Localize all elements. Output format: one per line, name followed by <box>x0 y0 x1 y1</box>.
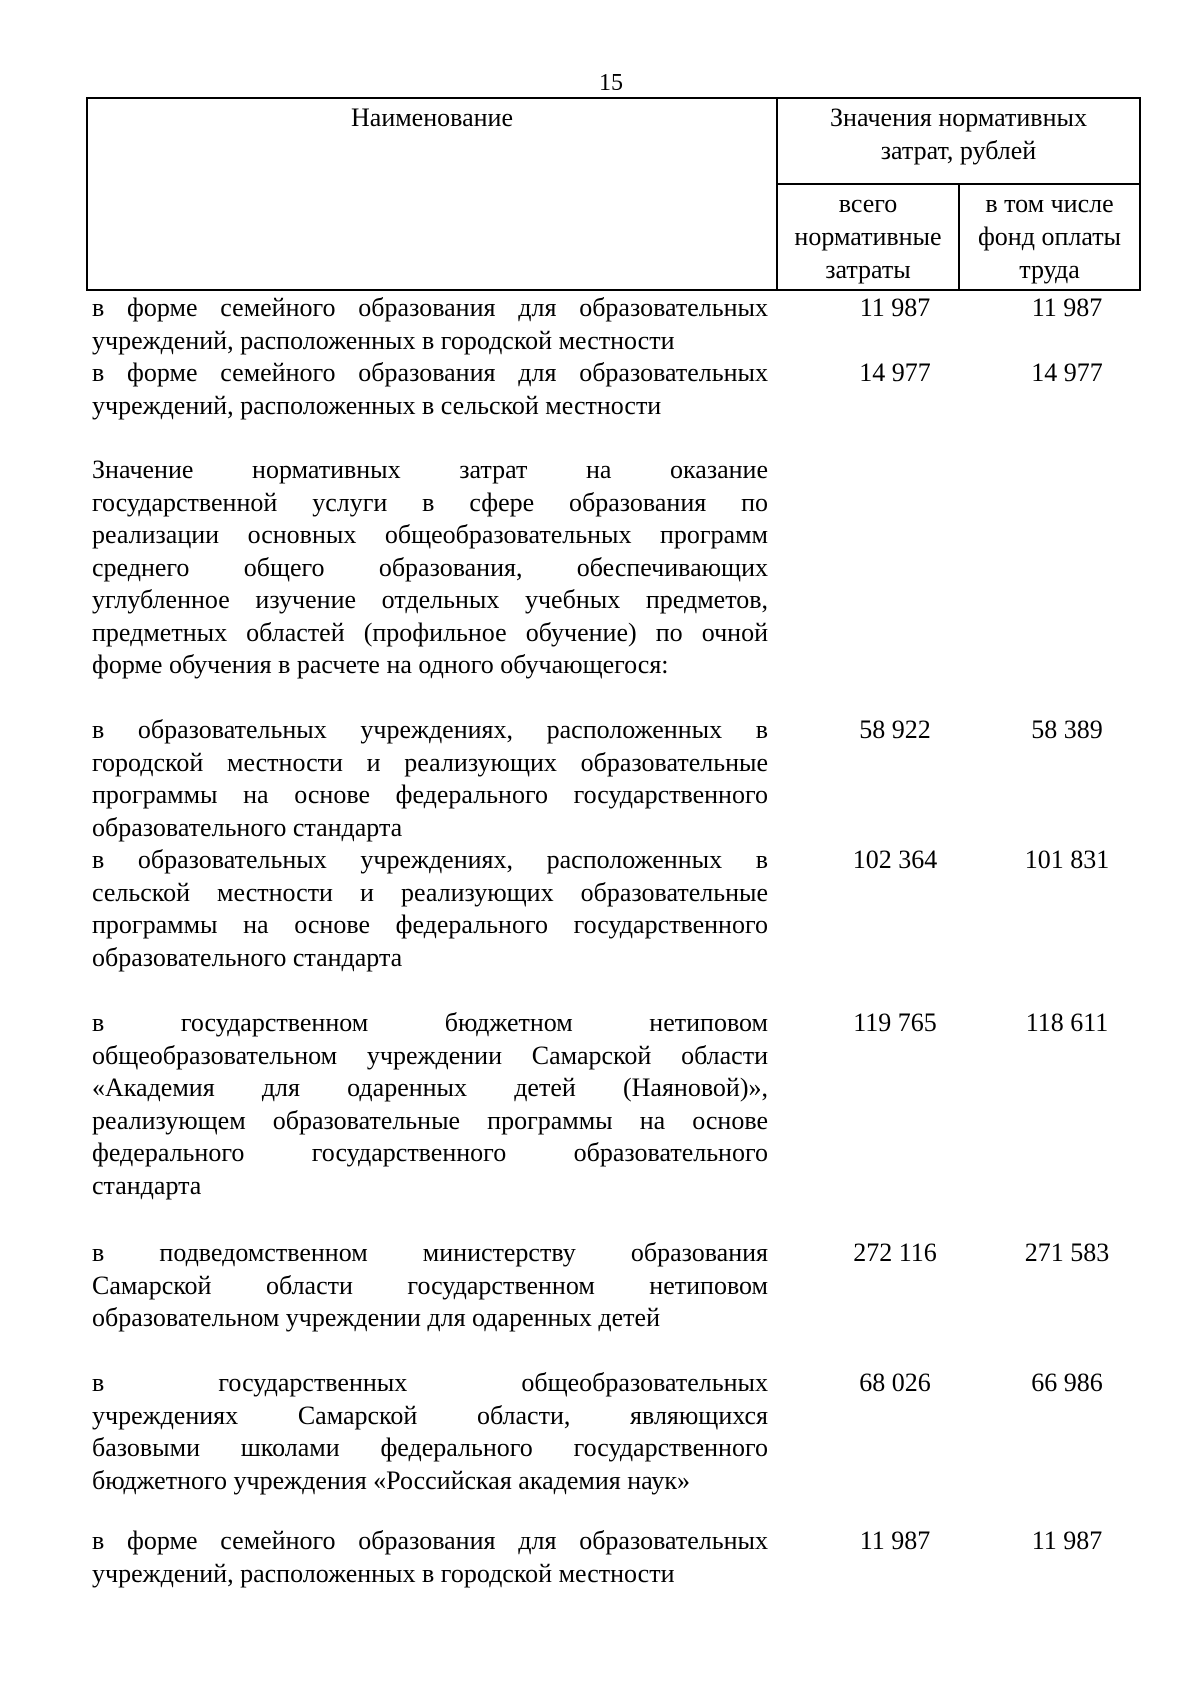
row-name-line: в форме семейного образования для образовательных <box>92 1526 768 1555</box>
row-name-line: Значение нормативных затрат на оказание <box>92 455 768 484</box>
row-name <box>92 357 768 422</box>
row-wage: 101 831 <box>1024 845 1110 874</box>
row-name-line: федерального государственного образовательного <box>92 1138 768 1167</box>
row-name-line: общеобразовательном учреждении Самарской области <box>92 1040 768 1070</box>
row-wage: 11 987 <box>1031 1526 1103 1555</box>
row-name-line: образовательном учреждении для одаренных детей <box>92 1303 660 1332</box>
row-name-line: городской местности и реализующих образовательные <box>92 747 768 777</box>
row-name-line: программы на основе федерального государственного <box>92 910 768 939</box>
row-name-line: стандарта <box>92 1170 202 1200</box>
row-name-line: форме обучения в расчете на одного обучающегося: <box>92 650 669 679</box>
row-name-line: в государственных общеобразовательных <box>92 1368 768 1397</box>
header-total-label: всего нормативные затраты <box>794 189 942 284</box>
header-name-label: Наименование <box>351 103 513 132</box>
row-name <box>92 292 768 357</box>
header-values-group-label: Значения нормативных затрат, рублей <box>830 103 1087 165</box>
row-name-line: государственной услуги в сфере образования по <box>92 487 768 517</box>
row-wage: 14 977 <box>1031 358 1103 387</box>
header-wage-label: в том числе фонд оплаты труда <box>977 189 1122 284</box>
row-name <box>92 1367 768 1497</box>
cost-table-header <box>86 97 1141 291</box>
row-wage: 58 389 <box>1031 715 1103 744</box>
section-heading <box>92 454 768 682</box>
row-wage: 271 583 <box>1024 1238 1110 1267</box>
row-name-line: в форме семейного образования для образовательных <box>92 293 768 322</box>
row-name-line: учреждениях Самарской области, являющихся <box>92 1400 768 1430</box>
row-name <box>92 844 768 974</box>
row-name <box>92 1237 768 1335</box>
row-name-line: в подведомственном министерству образования <box>92 1238 768 1267</box>
row-name-line: среднего общего образования, обеспечивающих <box>92 552 768 582</box>
row-name-line: сельской местности и реализующих образовательные <box>92 877 768 907</box>
row-name-line: учреждений, расположенных в городской местности <box>92 1558 675 1588</box>
row-name-line: в образовательных учреждениях, расположенных в <box>92 845 768 874</box>
row-wage: 118 611 <box>1025 1008 1109 1037</box>
header-name <box>87 98 777 290</box>
row-name-line: реализующем образовательные программы на основе <box>92 1105 768 1135</box>
row-name-line: в государственном бюджетном нетиповом <box>92 1008 768 1037</box>
row-name-line: углубленное изучение отдельных учебных предметов, <box>92 585 768 614</box>
row-total: 102 364 <box>852 845 938 874</box>
row-total: 272 116 <box>853 1238 937 1267</box>
row-name-line: «Академия для одаренных детей (Наяновой)», <box>92 1073 768 1102</box>
row-name-line: образовательного стандарта <box>92 942 403 972</box>
row-name <box>92 1007 768 1202</box>
row-name-line: предметных областей (профильное обучение) по очной <box>92 617 768 647</box>
header-wage <box>959 184 1140 290</box>
row-name-line: учреждений, расположенных в городской местности <box>92 325 675 355</box>
row-total: 11 987 <box>859 1526 931 1555</box>
header-values-group <box>777 98 1140 184</box>
row-name-line: учреждений, расположенных в сельской местности <box>92 390 662 420</box>
row-name-line: в образовательных учреждениях, расположенных в <box>92 715 768 744</box>
page-number: 15 <box>599 70 623 96</box>
row-name <box>92 1525 768 1590</box>
row-name-line: бюджетного учреждения «Российская академия наук» <box>92 1465 690 1495</box>
header-total <box>777 184 959 290</box>
row-name-line: Самарской области государственном нетиповом <box>92 1270 768 1300</box>
row-total: 11 987 <box>859 293 931 322</box>
row-name-line: программы на основе федерального государственного <box>92 780 768 809</box>
row-total: 58 922 <box>859 715 931 744</box>
row-name-line: базовыми школами федерального государственного <box>92 1433 768 1462</box>
row-total: 119 765 <box>853 1008 937 1037</box>
row-wage: 11 987 <box>1031 293 1103 322</box>
row-name-line: в форме семейного образования для образовательных <box>92 358 768 387</box>
row-wage: 66 986 <box>1031 1368 1103 1397</box>
row-name <box>92 714 768 844</box>
row-name-line: реализации основных общеобразовательных программ <box>92 520 768 549</box>
row-total: 68 026 <box>859 1368 931 1397</box>
row-name-line: образовательного стандарта <box>92 812 403 842</box>
row-total: 14 977 <box>859 358 931 387</box>
